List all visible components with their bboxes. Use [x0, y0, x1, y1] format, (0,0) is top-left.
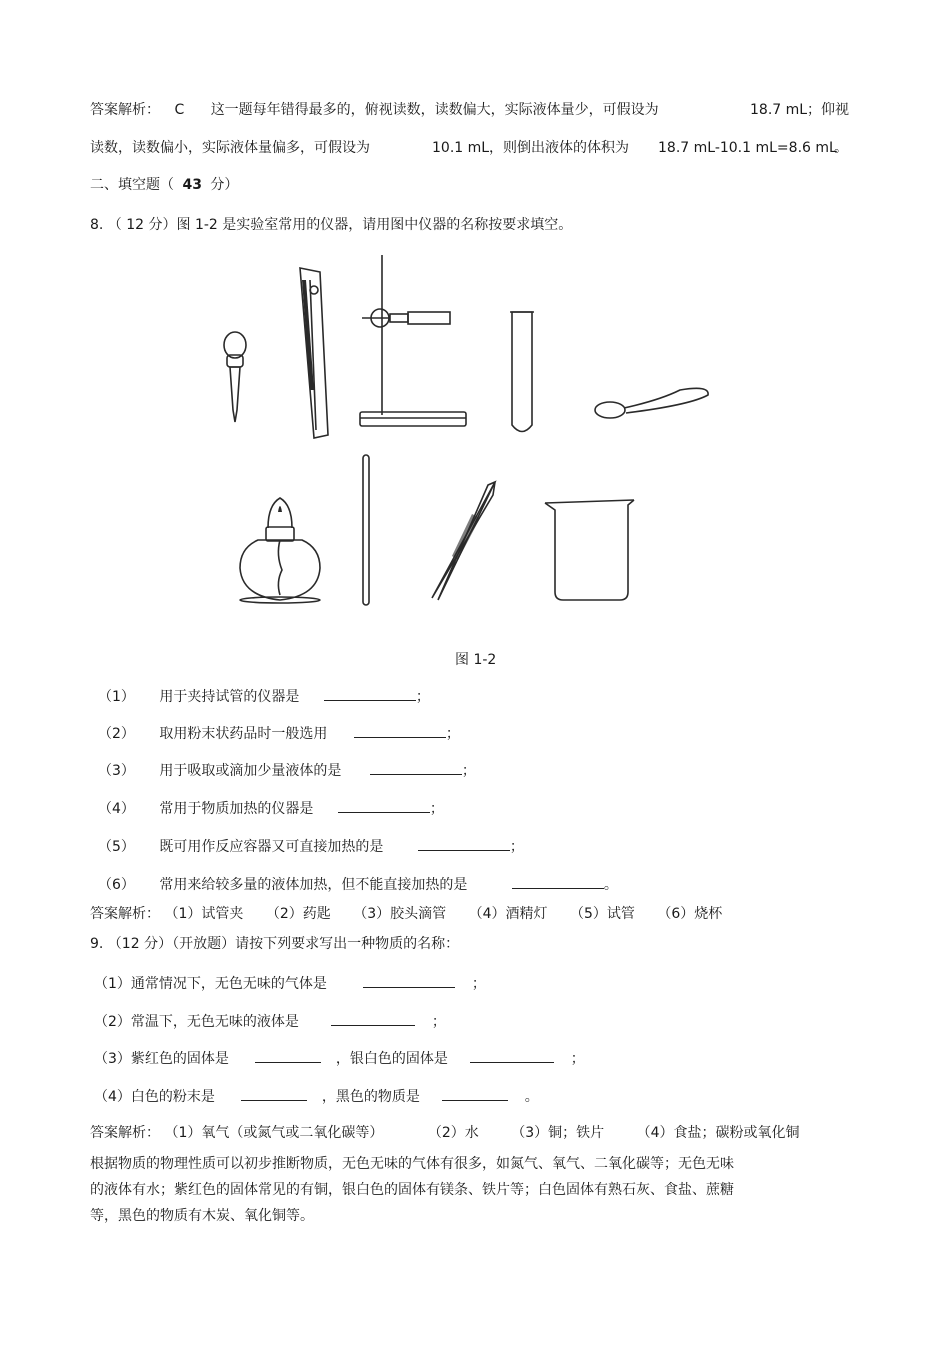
item-text: （3）紫红色的固体是: [94, 1051, 229, 1067]
answer-blank[interactable]: [338, 798, 430, 813]
q7-value2: 10.1 mL，则倒出液体的体积为: [432, 140, 630, 156]
answer-blank[interactable]: [470, 1048, 554, 1063]
q8-item-4: [98, 798, 444, 819]
answer-label: 答案解析：: [90, 906, 160, 922]
q9-explanation-3: 等，黑色的物质有木炭、氧化铜等。: [90, 1208, 314, 1224]
item-text: 取用粉末状药品时一般选用: [159, 726, 328, 742]
answer-5: （5）试管: [569, 906, 635, 922]
alcohol-lamp-icon: [240, 498, 320, 603]
answer-1: （1）试管夹: [164, 906, 244, 922]
answer-blank[interactable]: [442, 1086, 508, 1101]
item-end: 。: [603, 877, 618, 893]
answer-text: 这一题每年错得最多的，俯视读数，读数偏大，实际液体量少，可假设为: [210, 102, 659, 118]
item-text: （1）通常情况下，无色无味的气体是: [94, 976, 327, 992]
medicine-spoon-icon: [595, 388, 708, 418]
section-score: 43: [182, 177, 202, 193]
q9-item-1: [94, 973, 486, 994]
test-tube-icon: [510, 312, 534, 432]
item-end: ；: [429, 801, 444, 817]
glass-rod-icon: [363, 455, 369, 605]
q9-explanation-2: 的液体有水；紫红色的固体常见的有铜，银白色的固体有镁条、铁片等；白色固体有熟石灰、食盐、蔗糖: [90, 1182, 734, 1198]
q8-item-5: [98, 836, 524, 857]
item-end: ；: [570, 1051, 585, 1067]
q8-item-1: [98, 686, 430, 707]
answer-blank[interactable]: [331, 1011, 415, 1026]
q8-item-3: [98, 760, 476, 781]
item-text: （2）常温下，无色无味的液体是: [94, 1014, 299, 1030]
q9-answer: [90, 1123, 800, 1143]
tweezers-icon: [432, 482, 495, 600]
iron-stand-icon: [360, 255, 466, 426]
q9-item-2: [94, 1011, 446, 1032]
q9-item-4: [94, 1086, 539, 1107]
q9-stem: 9. （12 分）（开放题）请按下列要求写出一种物质的名称：: [90, 936, 460, 952]
answer-1: （1）氧气（或氮气或二氧化碳等）: [164, 1125, 384, 1141]
item-end: ；: [415, 689, 430, 705]
answer-6: （6）烧杯: [657, 906, 723, 922]
item-number: （6）: [98, 877, 135, 893]
item-end: ；: [461, 763, 476, 779]
q7-answer-line2: 读数，读数偏小，实际液体量偏多，可假设为: [90, 140, 370, 156]
item-end: 。: [524, 1089, 539, 1105]
q7-value3: 18.7 mL-10.1 mL=8.6 mL: [658, 140, 837, 156]
item-end: ；: [445, 726, 460, 742]
item-text: 常用来给较多量的液体加热，但不能直接加热的是: [159, 877, 468, 893]
q8-stem: 8. （ 12 分）图 1-2 是实验室常用的仪器，请用图中仪器的名称按要求填空。: [90, 217, 573, 233]
q8-answer: [90, 904, 722, 924]
answer-label: 答案解析：: [90, 102, 160, 118]
answer-blank[interactable]: [354, 723, 446, 738]
answer-3: （3）铜；铁片: [511, 1125, 605, 1141]
item-number: （4）: [98, 801, 135, 817]
answer-choice: C: [174, 102, 185, 118]
answer-label: 答案解析：: [90, 1125, 160, 1141]
q7-value1: 18.7 mL；仰视: [750, 102, 850, 118]
answer-3: （3）胶头滴管: [353, 906, 447, 922]
answer-2: （2）水: [427, 1125, 479, 1141]
answer-blank[interactable]: [324, 686, 416, 701]
item-text: 既可用作反应容器又可直接加热的是: [159, 839, 384, 855]
section-title-pre: 二、填空题（: [90, 177, 174, 193]
item-end: ；: [509, 839, 524, 855]
answer-blank[interactable]: [370, 760, 462, 775]
item-text: 用于夹持试管的仪器是: [159, 689, 300, 705]
answer-blank[interactable]: [255, 1048, 321, 1063]
item-number: （1）: [98, 689, 135, 705]
answer-blank[interactable]: [418, 836, 510, 851]
item-number: （5）: [98, 839, 135, 855]
answer-blank[interactable]: [241, 1086, 307, 1101]
lab-instruments-figure: [210, 250, 730, 615]
section-title: [90, 175, 238, 195]
item-text: （4）白色的粉末是: [94, 1089, 215, 1105]
beaker-icon: [545, 500, 634, 600]
q7-end: 。: [834, 140, 848, 156]
item-text-2: ，黑色的物质是: [321, 1089, 420, 1105]
item-text: 常用于物质加热的仪器是: [159, 801, 314, 817]
item-text: 用于吸取或滴加少量液体的是: [159, 763, 342, 779]
test-tube-clamp-icon: [300, 268, 328, 438]
item-number: （2）: [98, 726, 135, 742]
section-title-post: 分）: [210, 177, 239, 193]
answer-4: （4）食盐；碳粉或氧化铜: [636, 1125, 800, 1141]
answer-blank[interactable]: [363, 973, 455, 988]
item-end: ；: [471, 976, 486, 992]
dropper-icon: [224, 332, 246, 422]
q7-answer-line1: [90, 100, 659, 120]
figure-caption: 图 1-2: [455, 652, 497, 668]
item-end: ；: [431, 1014, 446, 1030]
answer-4: （4）酒精灯: [468, 906, 548, 922]
q9-item-3: [94, 1048, 585, 1069]
q8-item-2: [98, 723, 460, 744]
answer-2: （2）药匙: [265, 906, 331, 922]
item-number: （3）: [98, 763, 135, 779]
answer-blank[interactable]: [512, 874, 604, 889]
item-text-2: ，银白色的固体是: [335, 1051, 448, 1067]
q9-explanation-1: 根据物质的物理性质可以初步推断物质，无色无味的气体有很多，如氮气、氧气、二氧化碳等；无色无味: [90, 1156, 734, 1172]
q8-item-6: [98, 874, 618, 895]
